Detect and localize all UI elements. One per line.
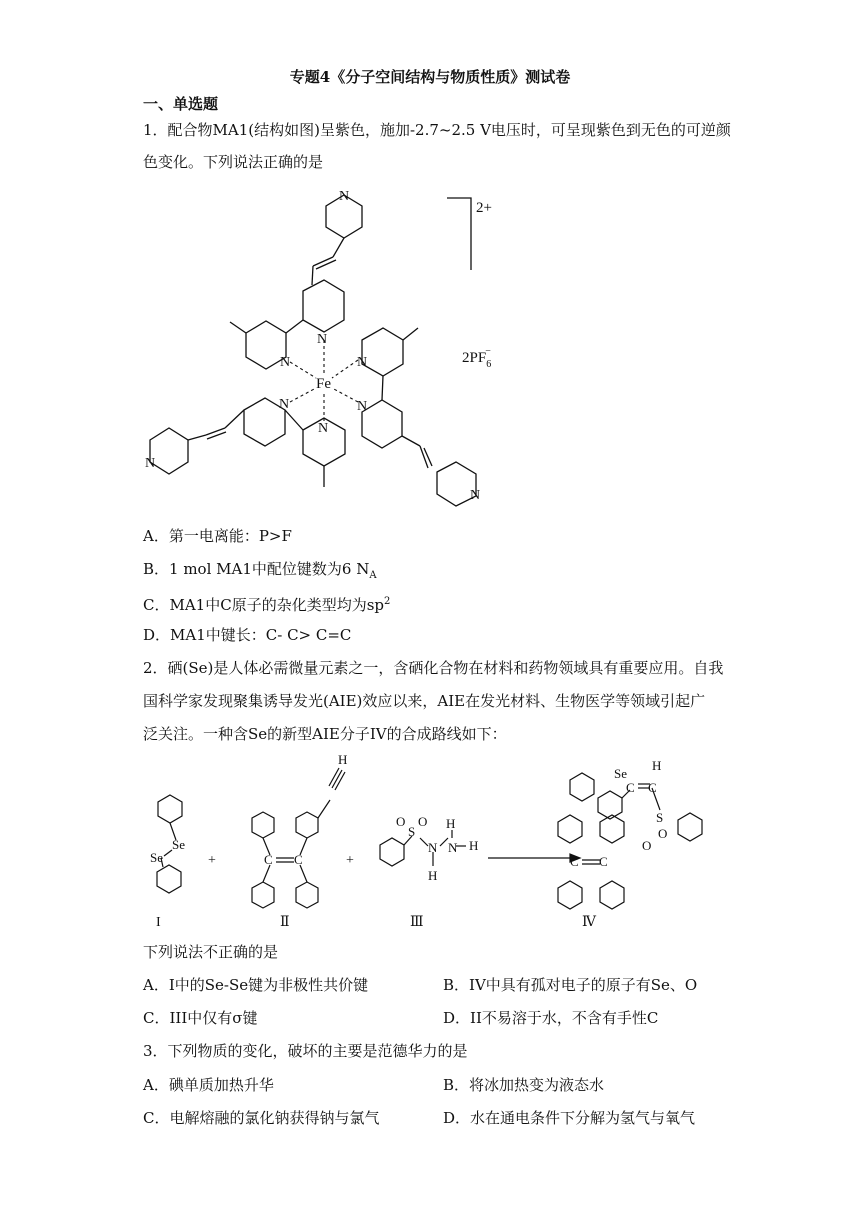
c-label: C [648,780,657,795]
c-label: C [599,854,608,869]
q1-stem-line1: 1．配合物MA1(结构如图)呈紫色，施加-2.7~2.5 V电压时，可呈现紫色到无色的可逆颜 [143,121,731,139]
o-label: O [642,838,652,853]
plus-sign: + [346,853,354,868]
compound-label-iii: Ⅲ [410,915,424,930]
n-label: N [279,397,290,412]
se-label: Se [172,837,185,852]
n-label: N [317,332,328,347]
q3-option-a: A．碘单质加热升华 [143,1076,274,1094]
n-label: N [428,840,438,855]
c-label: C [626,780,635,795]
c-label: C [570,854,579,869]
counterion-label: $2PF_6-$ [462,346,492,370]
q3-option-c: C．电解熔融的氯化钠获得钠与氯气 [143,1109,380,1127]
plus-sign: + [208,853,216,868]
h-label: H [652,758,662,773]
q2-stem: 下列说法不正确的是 [143,943,279,961]
q1-option-b: B．1 mol MA1中配位键数为6 $N_A$ [143,560,377,581]
q2-option-d: D．II不易溶于水，不含有手性C [443,1009,659,1027]
n-label: N [280,355,291,370]
q3-stem: 3．下列物质的变化，破坏的主要是范德华力的是 [143,1042,468,1060]
h-label: H [428,868,438,883]
o-label: O [396,814,406,829]
s-label: S [656,810,664,825]
h-label: H [446,816,456,831]
compound-label-i: I [156,915,161,930]
n-label: N [448,840,458,855]
h-label: H [338,752,348,767]
q1-option-a: A．第一电离能：P>F [143,527,292,545]
q2-option-c: C．III中仅有σ键 [143,1009,258,1027]
q3-option-d: D．水在通电条件下分解为氢气与氧气 [443,1109,696,1127]
page-title: 专题4《分子空间结构与物质性质》测试卷 [289,68,571,86]
o-label: O [658,826,668,841]
compound-label-iv: Ⅳ [582,915,596,930]
q2-option-b: B．IV中具有孤对电子的原子有Se、O [443,976,698,994]
q1-option-c: C．MA1中C原子的杂化类型均为$sp^2$ [143,596,391,614]
n-label: N [339,189,350,204]
n-label: N [357,355,368,370]
se-label: Se [614,766,627,781]
h-label: H [469,838,479,853]
q1-option-d: D．MA1中键长：C- C> C=C [143,626,352,644]
c-label: C [264,852,273,867]
q2-stem-line3: 泛关注。一种含Se的新型AIE分子IV的合成路线如下： [143,725,507,743]
q3-option-b: B．将冰加热变为液态水 [443,1076,605,1094]
q2-option-a: A．I中的Se-Se键为非极性共价键 [143,976,369,994]
se-label: Se [150,850,163,865]
q2-stem-line2: 国科学家发现聚集诱导发光(AIE)效应以来，AIE在发光材料、生物医学等领域引起广 [143,692,706,710]
c-label: C [294,852,303,867]
n-label: N [145,456,156,471]
o-label: O [418,814,428,829]
section-heading: 一、单选题 [143,95,219,113]
q1-stem-line2: 色变化。下列说法正确的是 [143,153,324,171]
s-label: S [408,824,416,839]
compound-label-ii: Ⅱ [280,915,290,930]
n-label: N [357,399,368,414]
q2-stem-line1: 2．硒(Se)是人体必需微量元素之一，含硒化合物在材料和药物领域具有重要应用。自我 [143,659,724,677]
n-label: N [318,421,329,436]
charge-label: 2+ [476,200,492,216]
n-label: N [470,488,481,503]
metal-label: Fe [316,376,331,392]
